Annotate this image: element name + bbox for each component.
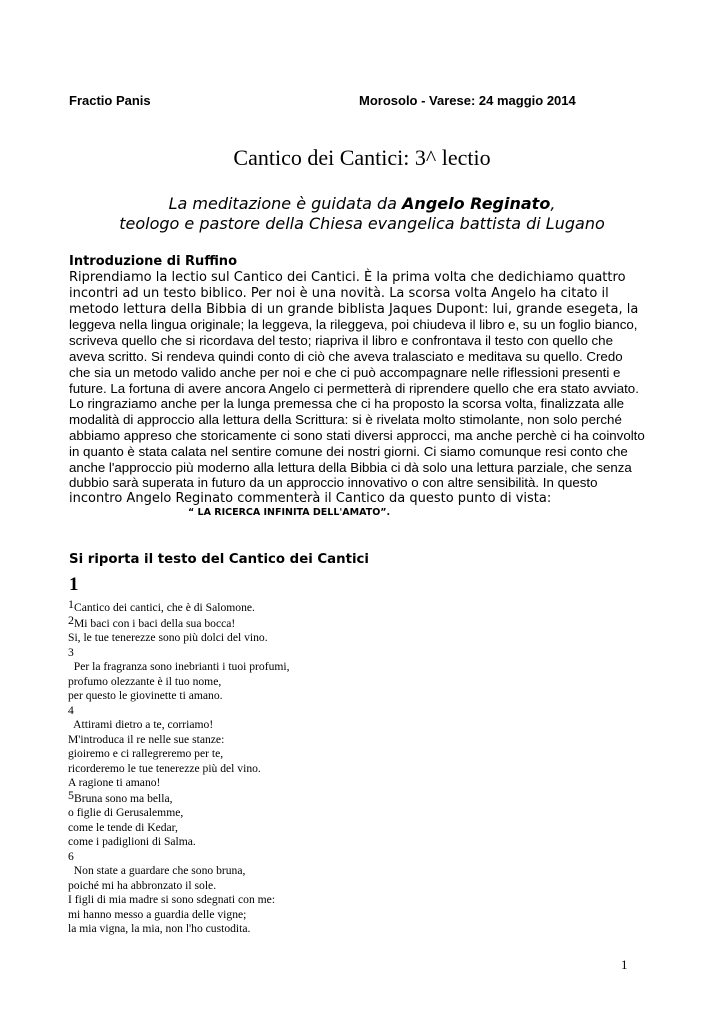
subtitle-prefix: La meditazione è guidata da (168, 194, 403, 213)
verse-line: profumo olezzante è il tuo nome, (68, 674, 222, 688)
verse-line: Si, le tue tenerezze sono più dolci del vino. (68, 631, 268, 644)
verse-number: 5 (68, 787, 74, 802)
intro-line: future. La fortuna di avere ancora Angelo ci permetterà di riprendere quello che era stato avviato. (69, 380, 639, 396)
intro-heading: Introduzione di Ruffino (69, 254, 237, 269)
intro-line: Riprendiamo la lectio sul Cantico dei Cantici. È la prima volta che dedichiamo quattro (69, 270, 626, 285)
intro-line: modalità di approccio alla lettura della Scrittura: si è rivelata molto stimolante, non solo perché (69, 412, 622, 428)
verse-number: 3 (68, 645, 74, 659)
intro-quote: “ LA RICERCA INFINITA DELL'AMATO”. (188, 507, 391, 518)
intro-line: abbiamo appreso che storicamente ci sono stati diversi approcci, ma anche perchè ci ha coinvolto (69, 427, 645, 443)
intro-paragraph (69, 270, 659, 507)
header-left: Fractio Panis (69, 93, 151, 108)
intro-line: incontro Angelo Reginato commenterà il Cantico da questo punto di vista: (69, 491, 552, 507)
verse-line: come i padiglioni di Salma. (68, 835, 196, 848)
verse-line: A ragione ti amano! (68, 776, 161, 789)
verse-line: poiché mi ha abbronzato il sole. (68, 878, 217, 892)
document-title: Cantico dei Cantici: 3^ lectio (233, 145, 491, 170)
verse-line: ricorderemo le tue tenerezze più del vino. (68, 761, 261, 775)
intro-line: aveva scritto. Si rendeva quindi conto di ciò che aveva tralasciato e meditava su quello. Credo (69, 348, 623, 364)
verse-line: per questo le giovinette ti amano. (68, 689, 223, 702)
chapter-number: 1 (69, 574, 79, 595)
section-heading: Si riporta il testo del Cantico dei Cantici (69, 552, 369, 567)
verse-number: 2 (68, 612, 74, 627)
author-name: Angelo Reginato (402, 194, 551, 213)
header-right: Morosolo - Varese: 24 maggio 2014 (359, 93, 576, 108)
verse-line: $^1$Cantico dei cantici, che è di Salomone. (68, 597, 255, 614)
intro-line: in quanto è stata calata nel sentire comune dei nostri giorni. Ci siamo comunque resi conto che (69, 443, 628, 459)
subtitle-suffix: , (550, 194, 556, 213)
intro-line: che sia un metodo valido anche per noi e che ci può accompagnare nelle riflessioni presenti e (69, 364, 621, 380)
verse-line: la mia vigna, la mia, non l'ho custodita. (68, 922, 251, 935)
verses-block (68, 597, 290, 937)
verse-number: 6 (68, 849, 74, 863)
verse-line: gioiremo e ci rallegreremo per te, (68, 747, 224, 760)
verse-line: o figlie di Gerusalemme, (68, 806, 184, 819)
intro-line: dubbio sarà superata in futuro da un approccio innovativo o con altre sensibilità. In questo (69, 475, 598, 491)
verse-number: 4 (68, 703, 74, 717)
verse-line: $^5$Bruna sono ma bella, (68, 787, 173, 805)
verse-line: Non state a guardare che sono bruna, (68, 864, 246, 877)
subtitle-line-2: teologo e pastore della Chiesa evangelica battista di Lugano (119, 214, 605, 233)
page-number: 1 (621, 957, 628, 972)
verse-line: $^2$Mi baci con i baci della sua bocca! (68, 612, 236, 630)
intro-line: leggeva nella lingua originale; la leggeva, la rileggeva, poi chiudeva il libro e, su un foglio bianco, (69, 317, 638, 333)
verse-line: come le tende di Kedar, (68, 820, 178, 834)
verse-line: I figli di mia madre si sono sdegnati con me: (68, 893, 276, 906)
intro-line: Lo ringraziamo anche per la lunga premessa che ci ha proposto la scorsa volta, finalizzata alle (69, 396, 625, 412)
verse-line: M'introduca il re nelle sue stanze: (68, 732, 225, 746)
subtitle-line-1 (0, 194, 724, 213)
verse-line: Attirami dietro a te, corriamo! (68, 718, 214, 731)
intro-line: incontri ad un testo biblico. Per noi è una novità. La scorsa volta Angelo ha citato il (69, 285, 609, 301)
verse-line: mi hanno messo a guardia delle vigne; (68, 907, 247, 921)
intro-line: anche l'approccio più moderno alla lettura della Bibbia ci dà solo una lettura parziale, che senza (69, 459, 632, 475)
verse-line: Per la fragranza sono inebrianti i tuoi profumi, (68, 660, 290, 673)
intro-line: metodo lettura della Bibbia di un grande biblista Jaques Dupont: lui, grande esegeta, la (69, 301, 639, 317)
verse-number: 1 (68, 597, 74, 611)
intro-line: scriveva quello che si ricordava del testo; riapriva il libro e confrontava il testo con quello che (69, 333, 613, 349)
